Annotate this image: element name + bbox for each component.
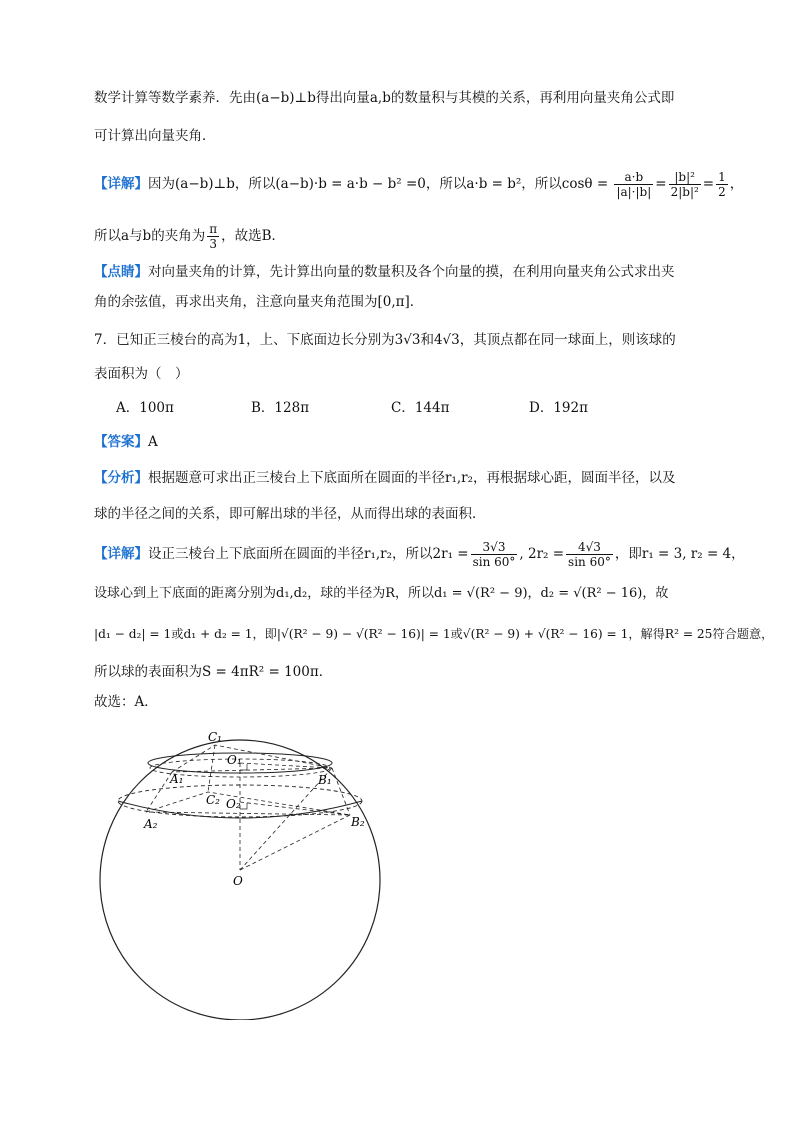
answer-tag: 【答案】: [94, 434, 148, 450]
detail2-text-c: ，即r₁ = 3, r₂ = 4，: [614, 546, 745, 562]
fraction-half: [716, 170, 728, 199]
label-a1: A₁: [170, 772, 184, 786]
fraction-numerator: 1: [718, 170, 726, 184]
fraction-denominator: sin 60°: [472, 555, 516, 569]
analysis-tag: 【分析】: [94, 470, 148, 486]
edge-a1a2: [146, 772, 172, 812]
fraction-numerator: |b|²: [669, 170, 701, 185]
detail2-line-5: 故选：A．: [94, 694, 158, 710]
line-o-b2: [240, 815, 350, 870]
question-7-line-1: 7．已知正三棱台的高为1，上、下底面边长分别为3√3和4√3，其顶点都在同一球面上，则该球的: [94, 332, 676, 348]
fraction-denominator: 3: [209, 237, 217, 251]
option-a: A．100π: [116, 400, 174, 416]
detail-line-1: [94, 170, 743, 199]
options-row: [116, 398, 588, 418]
answer-value: A: [148, 434, 158, 450]
fraction-denominator: 2|b|²: [670, 185, 699, 199]
label-b1: B₁: [318, 773, 332, 787]
comment-line-2: 角的余弦值，再求出夹角，注意向量夹角范围为[0,π]．: [94, 294, 424, 310]
analysis-text: 根据题意可求出正三棱台上下底面所在圆面的半径r₁,r₂，再根据球心距，圆面半径，以及: [148, 470, 676, 486]
label-b2: B₂: [351, 815, 365, 829]
detail-tag: 【详解】: [94, 176, 148, 192]
fraction-denominator: 2: [718, 185, 726, 199]
label-o2: O₂: [226, 797, 241, 811]
fraction-numerator: π: [209, 222, 218, 236]
fraction-numerator: 3√3: [471, 540, 518, 555]
fraction-numerator: a·b: [614, 170, 653, 185]
option-c: C．144π: [391, 400, 450, 416]
fraction-r1: [471, 540, 518, 569]
analysis-line-2: 球的半径之间的关系，即可解出球的半径，从而得出球的表面积．: [94, 506, 486, 522]
detail-line-2: [94, 222, 285, 251]
equals-sign: =: [655, 176, 667, 192]
label-c2: C₂: [206, 793, 220, 807]
fraction-r2: [566, 540, 613, 569]
angle-text: 所以a与b的夹角为: [94, 228, 206, 244]
fraction-cos: [614, 170, 653, 199]
right-angle-bottom: [240, 803, 247, 809]
question-7-line-2: 表面积为（ ）: [94, 366, 189, 382]
comment-line-1: [94, 262, 675, 282]
detail2-text: 设正三棱台上下底面所在圆面的半径r₁,r₂，所以2r₁ =: [148, 546, 469, 562]
detail2-line-1: [94, 540, 745, 569]
top-triangle: [172, 745, 332, 772]
detail-text: 因为(a−b)⊥b，所以(a−b)·b = a·b − b² =0，所以a·b = b²，所以cosθ =: [148, 176, 609, 192]
comment-text: 对向量夹角的计算，先计算出向量的数量积及各个向量的摸，在利用向量夹角公式求出夹: [148, 264, 675, 280]
comment-tag: 【点睛】: [94, 264, 148, 280]
fraction-b: [669, 170, 701, 199]
sphere-frustum-figure: [90, 720, 400, 1020]
option-b: B．128π: [251, 400, 310, 416]
answer-line: [94, 432, 158, 452]
text-line-1: 数学计算等数学素养．先由(a−b)⊥b得出向量a,b的数量积与其模的关系，再利用向量夹角公式即: [94, 90, 675, 106]
label-c1: C₁: [208, 730, 222, 744]
detail2-line-4: 所以球的表面积为S = 4πR² = 100π．: [94, 664, 333, 680]
label-o: O: [233, 874, 243, 888]
label-o1: O₁: [227, 753, 242, 767]
choice-text: ，故选B．: [221, 228, 286, 244]
edge-c1c2: [208, 745, 215, 792]
label-a2: A₂: [144, 817, 158, 831]
detail2-line-3: |d₁ − d₂| = 1或d₁ + d₂ = 1，即|√(R² − 9) − √(R² − 16)| = 1或√(R² − 9) + √(R² − 16) = 1，解得R² = 25符合题意，: [94, 627, 774, 641]
analysis-line-1: [94, 468, 676, 488]
fraction-pi-3: [207, 222, 219, 251]
option-d: D．192π: [529, 400, 588, 416]
text-line-2: 可计算出向量夹角．: [94, 128, 216, 144]
detail2-tag: 【详解】: [94, 546, 148, 562]
fraction-denominator: |a|·|b|: [616, 185, 652, 199]
comma: ，: [729, 176, 744, 192]
detail2-line-2: 设球心到上下底面的距离分别为d₁,d₂，球的半径为R，所以d₁ = √(R² − 9)，d₂ = √(R² − 16)，故: [94, 586, 669, 601]
fraction-numerator: 4√3: [566, 540, 613, 555]
equals-sign: =: [702, 176, 715, 192]
fraction-denominator: sin 60°: [568, 555, 611, 569]
detail2-text-b: , 2r₂ =: [519, 546, 565, 562]
